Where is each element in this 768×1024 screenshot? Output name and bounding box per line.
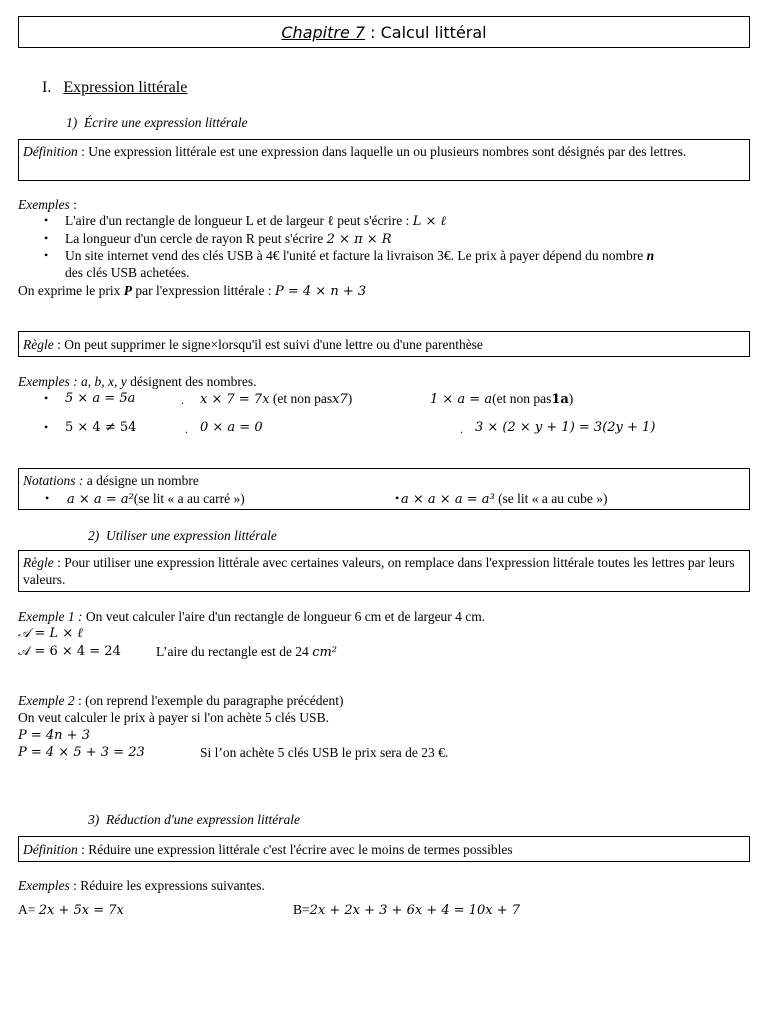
rule-example-parenthesis: 3 × (2 × y + 1) = 3(2y + 1) [475, 420, 656, 435]
section-heading: I. Expression littérale [42, 79, 188, 96]
bullet-icon: . [460, 422, 463, 436]
definition-3-text: Définition : Réduire une expression littérale c'est l'écrire avec le moins de termes possibles [23, 842, 513, 857]
subsection-2-heading: 2) Utiliser une expression littérale [88, 528, 277, 543]
bullet-icon: • [395, 491, 400, 505]
rule-box [18, 331, 750, 357]
chapter-title: Chapitre 7 : Calcul littéral [281, 23, 487, 42]
subsection-1-heading: 1) Écrire une expression littérale [66, 115, 248, 130]
rule-example-54: 5 × 4 ≠ 54 [65, 420, 137, 435]
bullet-icon: . [181, 393, 184, 407]
notation-cube: a × a × a = a³ (se lit « a au cube ») [401, 491, 608, 507]
example-1-formula: 𝒜 = L × ℓ [18, 626, 83, 641]
example-circle-length: La longueur d'un cercle de rayon R peut s'écrire 2 × π × R [65, 231, 392, 247]
definition-box-3 [18, 836, 750, 862]
rule-example-zero: 0 × a = 0 [200, 420, 263, 435]
rule-2-text: Règle : Pour utiliser une expression littérale avec certaines valeurs, on remplace dans l'expression littérale toutes les lettres par leurs valeurs. [23, 555, 735, 587]
example-2-question: On veut calculer le prix à payer si l'on achète 5 clés USB. [18, 710, 329, 725]
bullet-icon: • [44, 420, 49, 434]
definition-text: Définition : Une expression littérale est une expression dans laquelle un ou plusieurs nombres sont désignés par des lettres. [23, 144, 687, 159]
bullet-icon: • [45, 491, 50, 505]
rule-examples-heading: Exemples : a, b, x, y désignent des nombres. [18, 374, 257, 389]
notations-box [18, 468, 750, 510]
notation-square: a × a = a²(se lit « a au carré ») [67, 491, 245, 507]
example-1-heading: Exemple 1 : On veut calculer l'aire d'un rectangle de longueur 6 cm et de largeur 4 cm. [18, 609, 486, 624]
example-2-heading: Exemple 2 : (on reprend l'exemple du paragraphe précédent) [18, 693, 344, 708]
rule-example-1a: 1 × a = a(et non pas1a) [430, 391, 574, 407]
rule-text: Règle : On peut supprimer le signe×lorsqu'il est suivi d'une lettre ou d'une parenthèse [23, 337, 483, 352]
rule-box-2 [18, 550, 750, 592]
example-2-result: Si l’on achète 5 clés USB le prix sera de 23 €. [200, 745, 449, 760]
chapter-title-box [18, 16, 750, 48]
notations-text: Notations : a désigne un nombre [23, 473, 199, 488]
reduction-examples-heading: Exemples : Réduire les expressions suivantes. [18, 878, 265, 893]
rule-example-5a: 5 × a = 5a [65, 391, 136, 406]
bullet-icon: • [44, 248, 49, 262]
example-2-calc: P = 4 × 5 + 3 = 23 [18, 745, 145, 760]
example-1-calc: 𝒜 = 6 × 4 = 24 [18, 644, 121, 659]
bullet-icon: • [44, 391, 49, 405]
rule-example-7x: x × 7 = 7x (et non pasx7) [200, 391, 353, 407]
examples-heading: Exemples : [18, 197, 77, 212]
bullet-icon: . [185, 422, 188, 436]
price-expression: On exprime le prix P par l'expression littérale : P = 4 × n + 3 [18, 283, 367, 299]
subsection-3-heading: 3) Réduction d'une expression littérale [88, 812, 300, 827]
example-1-result: L’aire du rectangle est de 24 cm² [156, 644, 338, 660]
bullet-icon: • [44, 231, 49, 245]
example-2-formula: P = 4n + 3 [18, 728, 90, 743]
example-usb-line1: Un site internet vend des clés USB à 4€ l'unité et facture la livraison 3€. Le prix à payer dépend du nombre n [65, 248, 655, 263]
reduction-a: A= 2x + 5x = 7x [18, 902, 124, 918]
definition-box [18, 139, 750, 181]
example-usb-line2: des clés USB achetées. [65, 265, 190, 280]
bullet-icon: • [44, 213, 49, 227]
reduction-b: B=2x + 2x + 3 + 6x + 4 = 10x + 7 [293, 902, 521, 918]
example-rectangle-area: L'aire d'un rectangle de longueur L et de largeur ℓ peut s'écrire : L × ℓ [65, 213, 446, 229]
